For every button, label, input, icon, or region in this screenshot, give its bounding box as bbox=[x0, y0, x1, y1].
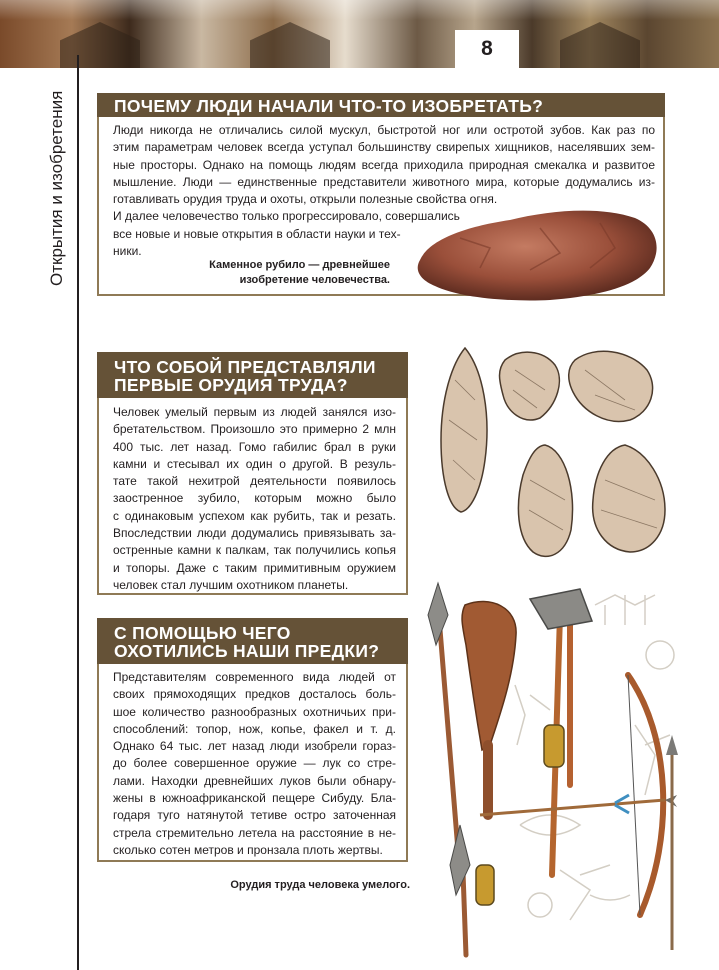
section-1-title-text: ПОЧЕМУ ЛЮДИ НАЧАЛИ ЧТО-ТО ИЗОБРЕТАТЬ? bbox=[114, 96, 544, 116]
header-photo-strip bbox=[0, 0, 719, 68]
section-1-line: этим параметрам человек всегда уступал большинству свирепых хищников, населявших зем- bbox=[113, 140, 655, 155]
caption-line: Каменное рубило — древнейшее bbox=[209, 259, 390, 271]
section-2-line: тате такой нехитрой деятельности появилось bbox=[113, 474, 396, 489]
section-2-line: Впоследствии люди додумались привязывать за- bbox=[113, 526, 396, 541]
section-3-text bbox=[113, 669, 396, 859]
section-2-line: с одинаковым успехом как рубить, так и резать. bbox=[113, 508, 396, 523]
stone-chopper-image bbox=[400, 198, 668, 308]
header-hut-silhouette bbox=[60, 22, 140, 68]
page-number: 8 bbox=[481, 37, 493, 60]
section-1-line: готавливать орудия труда и охоты, открыли полезные свойства огня. bbox=[113, 192, 498, 207]
section-2-line: человек стал лучшим охотником планеты. bbox=[113, 577, 349, 592]
header-hut-silhouette bbox=[560, 22, 640, 68]
section-2-title-line: ПЕРВЫЕ ОРУДИЯ ТРУДА? bbox=[114, 375, 348, 395]
stone-tools-image bbox=[425, 340, 695, 570]
section-3-line: своих прямоходящих предков досталось боль- bbox=[113, 687, 396, 702]
section-2-line: и топоры. Даже с таким примитивным оружием bbox=[113, 560, 396, 575]
section-1-line: ники. bbox=[113, 244, 142, 259]
section-1-title bbox=[97, 93, 665, 117]
section-1-caption bbox=[180, 258, 390, 288]
section-3-title-line: ОХОТИЛИСЬ НАШИ ПРЕДКИ? bbox=[114, 641, 380, 661]
header-sky bbox=[0, 0, 719, 20]
section-3-line: до более совершенное оружие — лук со стре- bbox=[113, 756, 396, 771]
section-2-title-line: ЧТО СОБОЙ ПРЕДСТАВЛЯЛИ bbox=[114, 357, 376, 377]
section-1-line: все новые и новые открытия в области науки и тех- bbox=[113, 226, 401, 241]
cave-painting-sketches bbox=[515, 595, 674, 920]
section-3-title-line: С ПОМОЩЬЮ ЧЕГО bbox=[114, 623, 291, 643]
section-3-line: Однако 64 тыс. лет назад люди изобрели гораз- bbox=[113, 739, 396, 754]
section-2-title bbox=[97, 352, 408, 398]
section-3-line: сколько сотен метров и пронзала плоть жертвы. bbox=[113, 842, 383, 857]
side-label-text: Открытия и изобретения bbox=[47, 90, 66, 286]
header-hut-silhouette bbox=[250, 22, 330, 68]
section-3-line: годаря туго натянутой тетиве остро заточенная bbox=[113, 808, 396, 823]
section-2-line: заостренное зубило, которым можно было bbox=[113, 491, 396, 506]
section-2-line: бретательством. Произошло это примерно 2 млн bbox=[113, 422, 396, 437]
section-2-line: Человек умелый первым из людей занялся изо- bbox=[113, 405, 396, 419]
section-3-line: способлений: топор, нож, копье, факел и т. д. bbox=[113, 721, 396, 736]
section-3-line: Представителям современного вида людей от bbox=[113, 670, 396, 684]
section-2-line: камни и стесывал их один о другой. В резуль- bbox=[113, 456, 396, 471]
section-1-line: И далее человечество только прогрессировало, совершались bbox=[113, 209, 460, 224]
section-3-line: лами. Находки древнейших луков были обнару- bbox=[113, 773, 396, 788]
section-1-line: мышление. Люди — единственные представители животного мира, которые додумались из- bbox=[113, 174, 655, 189]
section-1-line: Люди никогда не отличались силой мускул, быстротой ног или остротой зубов. Как раз по bbox=[113, 123, 655, 137]
section-2-line: остренные камни к палкам, так получились копья bbox=[113, 543, 396, 558]
section-3-line: шое количество разнообразных охотничьих при- bbox=[113, 704, 396, 719]
section-2-line: 400 тыс. лет назад. Гомо габилис брал в руки bbox=[113, 439, 396, 454]
section-3-title bbox=[97, 618, 408, 664]
hunting-tools-image bbox=[420, 575, 690, 960]
section-3-line: жены в южноафриканской пещере Сибуду. Бла- bbox=[113, 791, 396, 806]
caption-line: изобретение человечества. bbox=[239, 274, 390, 286]
side-rule bbox=[77, 55, 79, 970]
section-2-text bbox=[113, 404, 396, 594]
bottom-caption: Орудия труда человека умелого. bbox=[230, 879, 410, 891]
section-1-line: ные просторы. Однако на помощь людям всегда приходила природная смекалка и развитое bbox=[113, 157, 655, 172]
section-3-line: стрела стремительно летела на расстояние в не- bbox=[113, 825, 396, 840]
